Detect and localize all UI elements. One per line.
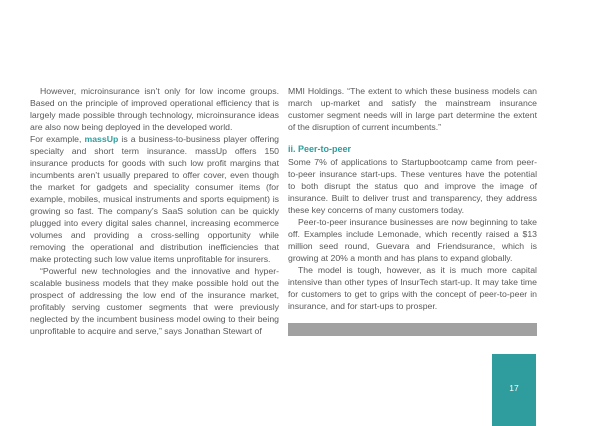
text-segment: MMI Holdings. “The extent to which these business models can march up-market and satisfy the mainstream insurance customer segment needs will in large part determine the extent of the disruption of current incumbents.” [288,86,537,132]
text-segment: The model is tough, however, as it is much more capital intensive than other types of InsurTech start-up. It may take time for customers to get to grips with the concept of peer-to-peer in insurance, and for start-ups to prosper. [288,265,537,311]
text-segment: “Powerful new technologies and the innovative and hyper-scalable business models that they make possible hold out the prospect of addressing the low end of the insurance market, profitably serving customer segments that were previously neglected by the incumbent business model owing to their being unprofitable to acquire and serve,” says Jonathan Stewart of [30,266,279,336]
divider-bar [288,323,537,336]
section-heading: ii. Peer-to-peer [288,144,352,154]
text-segment: Some 7% of applications to Startupbootcamp came from peer-to-peer insurance start-ups. These ventures have the potential to both disrupt the status quo and improve the image of insurance. Built to deliver trust and transparency, they address these key concerns of many customers today. [288,157,537,215]
page-number-tab [492,354,536,426]
page-number: 17 [509,383,519,393]
paragraph [288,85,537,133]
paragraph [288,156,537,216]
paragraph [288,216,537,264]
text-segment: is a business-to-business player offering specialty and short term insurance. massUp offers 150 insurance products for goods with such low profit margins that incumbents aren’t usually prepared to offer cover, even though the market for gadgets and speciality consumer items (for example, mobiles, musical instruments and sports equipment) is growing so fast. The company’s SaaS solution can be quickly plugged into every digital sales channel, increasing ecommerce volumes and providing a cross-selling opportunity while removing the operational and distribution inefficiencies that make protecting such low value items unprofitable for insurers. [30,134,279,264]
text-segment: Peer-to-peer insurance businesses are now beginning to take off. Examples include Lemonade, which recently raised a $13 million seed round, Guevara and Friendsurance, which is growing at 20% a month and has plans to expand globally. [288,217,537,263]
text-columns [30,85,537,337]
text-segment: However, microinsurance isn’t only for low income groups. Based on the principle of improved operational efficiency that is largely made possible through technology, microinsurance ideas are also now being deployed in the developed world. [30,86,279,132]
paragraph [30,265,279,337]
massup-link[interactable]: massUp [84,134,119,144]
paragraph [288,264,537,312]
paragraph [30,133,279,265]
text-segment: For example, [30,134,85,144]
paragraph [30,85,279,133]
left-column [30,85,279,337]
right-column [288,85,537,337]
